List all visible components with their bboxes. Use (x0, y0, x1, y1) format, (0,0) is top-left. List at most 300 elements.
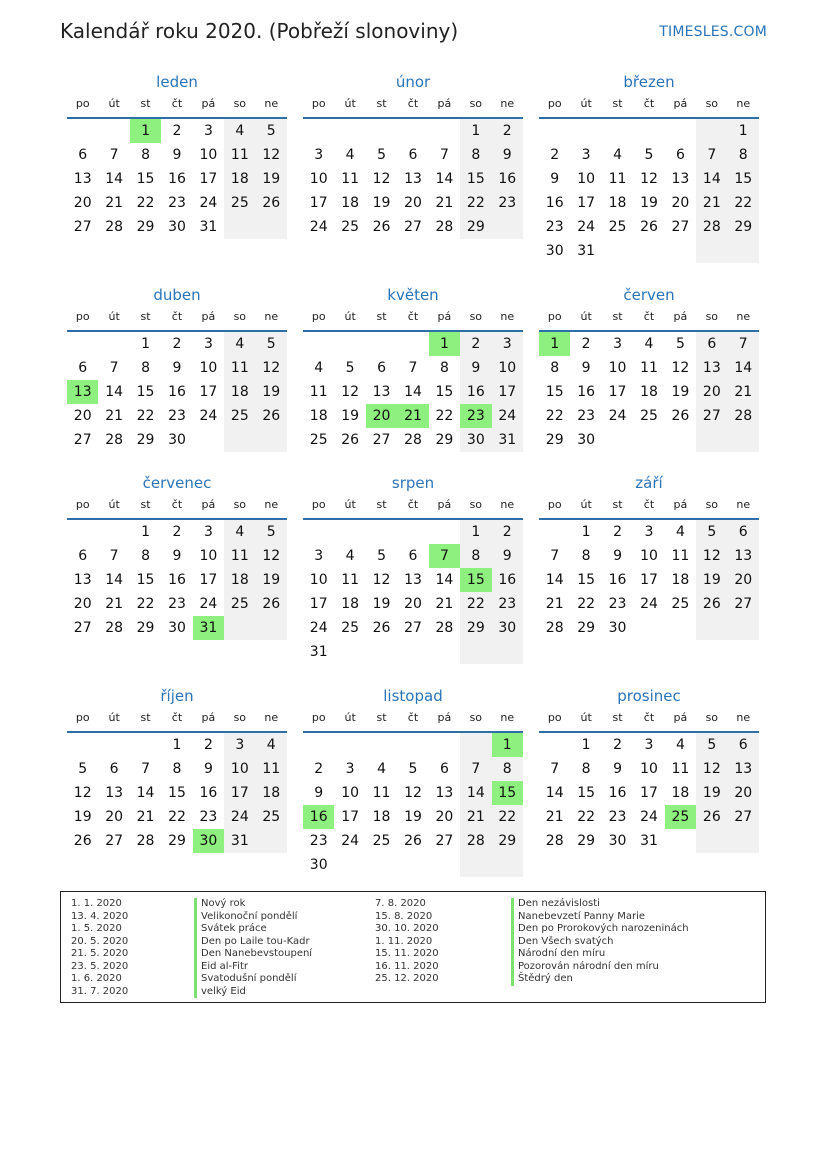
weekday-label: po (75, 498, 90, 511)
weekend-day-cell: 10 (492, 356, 523, 380)
weekday-label: čt (643, 498, 655, 511)
empty-cell (696, 428, 727, 452)
day-cell: 21 (545, 596, 564, 612)
day-cell: 6 (675, 147, 685, 163)
day-grid (539, 119, 759, 263)
empty-cell (303, 119, 334, 143)
weekday-label: út (108, 498, 120, 511)
day-cell: 23 (577, 408, 596, 424)
day-cell: 5 (78, 761, 88, 777)
weekday-label: pá (437, 711, 452, 724)
day-cell: 8 (172, 761, 182, 777)
weekend-day-cell: 3 (492, 332, 523, 356)
day-cell: 19 (671, 384, 690, 400)
weekend-day-cell: 14 (696, 167, 727, 191)
day-cell: 30 (577, 432, 596, 448)
weekend-day-cell: 8 (460, 143, 491, 167)
empty-cell (130, 733, 161, 757)
weekday-label: so (705, 310, 719, 323)
weekday-label: ne (736, 498, 751, 511)
day-cell: 3 (203, 123, 213, 139)
day-cell: 25 (608, 219, 627, 235)
legend-holiday-name: Den po Prorokových narozeninách (511, 923, 689, 936)
day-cell: 24 (341, 833, 360, 849)
weekday-label: st (612, 711, 623, 724)
day-cell: 9 (314, 785, 324, 801)
day-cell: 18 (372, 809, 391, 825)
holiday-day-cell: 13 (67, 380, 98, 404)
weekend-day-cell: 25 (224, 404, 255, 428)
weekend-day-cell: 29 (492, 829, 523, 853)
empty-cell (303, 332, 334, 356)
weekday-label: pá (673, 97, 688, 110)
month-10 (67, 685, 287, 853)
weekend-day-cell: 2 (460, 332, 491, 356)
weekend-day-cell: 8 (460, 544, 491, 568)
weekend-day-cell: 20 (728, 568, 759, 592)
day-cell: 13 (372, 384, 391, 400)
weekend-day-cell: 28 (460, 829, 491, 853)
weekend-day-cell: 16 (492, 568, 523, 592)
day-grid (303, 520, 523, 664)
weekend-day-cell: 30 (460, 428, 491, 452)
empty-cell (429, 733, 460, 757)
weekend-day-cell: 21 (728, 380, 759, 404)
weekend-day-cell: 9 (460, 356, 491, 380)
day-cell: 23 (608, 809, 627, 825)
day-cell: 28 (105, 219, 124, 235)
weekday-label: út (344, 310, 356, 323)
weekday-label: so (233, 498, 247, 511)
day-cell: 24 (309, 620, 328, 636)
weekend-day-cell: 14 (728, 356, 759, 380)
day-cell: 31 (199, 219, 218, 235)
empty-cell (224, 428, 255, 452)
legend-dates-left (71, 898, 128, 998)
day-cell: 15 (577, 572, 596, 588)
day-cell: 5 (675, 336, 685, 352)
empty-cell (98, 733, 129, 757)
day-cell: 9 (613, 761, 623, 777)
weekend-day-cell: 28 (728, 404, 759, 428)
month-8 (303, 472, 523, 664)
day-cell: 1 (141, 524, 151, 540)
empty-cell (460, 640, 491, 664)
weekend-day-cell: 9 (492, 143, 523, 167)
weekend-day-cell: 1 (728, 119, 759, 143)
day-cell: 27 (105, 833, 124, 849)
empty-cell (696, 829, 727, 853)
day-cell: 23 (608, 596, 627, 612)
empty-cell (429, 640, 460, 664)
day-cell: 12 (341, 384, 360, 400)
legend-date: 31. 7. 2020 (71, 985, 129, 997)
weekend-day-cell: 19 (696, 781, 727, 805)
day-grid (539, 733, 759, 853)
weekend-day-cell: 25 (224, 191, 255, 215)
day-cell: 18 (608, 195, 627, 211)
day-cell: 20 (105, 809, 124, 825)
legend-holiday-name: Štědrý den (511, 973, 689, 986)
day-cell: 30 (608, 833, 627, 849)
legend-date: 30. 10. 2020 (375, 923, 439, 934)
holiday-day-cell: 31 (193, 616, 224, 640)
weekday-label: út (344, 498, 356, 511)
day-cell: 4 (675, 737, 685, 753)
legend-date: 1. 1. 2020 (71, 898, 122, 909)
legend-date: 1. 11. 2020 (375, 935, 433, 947)
day-cell: 3 (314, 147, 324, 163)
day-cell: 14 (136, 785, 155, 801)
day-cell: 20 (73, 195, 92, 211)
empty-cell (67, 520, 98, 544)
holiday-day-cell: 1 (130, 119, 161, 143)
weekday-label: so (469, 498, 483, 511)
empty-cell (633, 119, 664, 143)
day-cell: 4 (377, 761, 387, 777)
day-cell: 4 (675, 524, 685, 540)
weekday-label: st (140, 310, 151, 323)
day-cell: 31 (577, 243, 596, 259)
day-cell: 27 (435, 833, 454, 849)
day-cell: 20 (73, 596, 92, 612)
empty-cell (728, 428, 759, 452)
legend-holiday-name: Svátek práce (194, 923, 312, 936)
weekday-label: ne (500, 711, 515, 724)
legend-date: 15. 11. 2020 (375, 948, 439, 959)
day-grid (67, 332, 287, 452)
empty-cell (303, 520, 334, 544)
weekend-day-cell: 5 (256, 332, 287, 356)
weekday-label: ne (736, 97, 751, 110)
weekday-label: út (580, 310, 592, 323)
empty-cell (633, 428, 664, 452)
day-cell: 27 (372, 432, 391, 448)
day-cell: 23 (545, 219, 564, 235)
legend-date: 15. 8. 2020 (375, 910, 433, 922)
weekday-label: st (376, 498, 387, 511)
weekday-label: so (469, 97, 483, 110)
day-cell: 30 (168, 432, 186, 448)
day-cell: 19 (341, 408, 360, 424)
day-cell: 29 (136, 432, 155, 448)
weekend-day-cell: 26 (256, 592, 287, 616)
day-cell: 2 (203, 737, 213, 753)
day-cell: 2 (581, 336, 591, 352)
day-cell: 21 (105, 596, 124, 612)
day-cell: 18 (671, 572, 690, 588)
day-cell: 21 (435, 195, 454, 211)
day-cell: 11 (608, 171, 627, 187)
day-cell: 17 (199, 171, 218, 187)
weekend-day-cell: 5 (696, 733, 727, 757)
day-grid (539, 520, 759, 640)
empty-cell (193, 428, 224, 452)
day-cell: 28 (105, 620, 124, 636)
day-cell: 10 (199, 147, 218, 163)
month-name: prosinec (617, 687, 681, 705)
weekend-day-cell: 18 (256, 781, 287, 805)
day-cell: 21 (136, 809, 155, 825)
weekday-label: so (233, 711, 247, 724)
empty-cell (492, 215, 523, 239)
weekday-label: ne (264, 498, 279, 511)
brand-link[interactable]: TIMESLES.COM (659, 24, 767, 40)
day-cell: 28 (136, 833, 155, 849)
empty-cell (397, 332, 428, 356)
day-cell: 16 (608, 785, 627, 801)
day-cell: 8 (439, 360, 449, 376)
day-cell: 16 (199, 785, 218, 801)
legend-names-right (511, 898, 689, 986)
weekend-day-cell: 18 (224, 568, 255, 592)
empty-cell (665, 239, 696, 263)
day-cell: 17 (309, 195, 328, 211)
day-cell: 28 (545, 833, 564, 849)
weekday-label: čt (407, 97, 419, 110)
legend-date: 1. 5. 2020 (71, 923, 122, 934)
weekday-header (67, 306, 287, 328)
page-title: Kalendář roku 2020. (Pobřeží slonoviny) (60, 19, 459, 43)
day-cell: 14 (105, 171, 124, 187)
weekend-day-cell: 14 (460, 781, 491, 805)
day-cell: 7 (408, 360, 418, 376)
empty-cell (665, 829, 696, 853)
day-cell: 3 (644, 524, 654, 540)
weekday-label: ne (736, 711, 751, 724)
day-cell: 3 (345, 761, 355, 777)
weekday-label: čt (407, 711, 419, 724)
empty-cell (429, 119, 460, 143)
day-cell: 2 (613, 737, 623, 753)
day-cell: 24 (608, 408, 627, 424)
weekday-label: út (344, 97, 356, 110)
day-cell: 23 (168, 195, 186, 211)
day-cell: 2 (314, 761, 324, 777)
day-cell: 3 (203, 524, 213, 540)
weekday-label: po (75, 97, 90, 110)
weekend-day-cell: 31 (492, 428, 523, 452)
weekday-label: pá (673, 310, 688, 323)
day-cell: 27 (671, 219, 690, 235)
day-cell: 25 (372, 833, 391, 849)
weekend-day-cell: 12 (696, 757, 727, 781)
day-cell: 8 (141, 360, 151, 376)
holiday-day-cell: 1 (539, 332, 570, 356)
weekend-day-cell: 26 (256, 404, 287, 428)
empty-cell (397, 119, 428, 143)
empty-cell (696, 239, 727, 263)
weekend-day-cell: 5 (256, 119, 287, 143)
weekday-label: pá (201, 498, 216, 511)
day-cell: 26 (640, 219, 658, 235)
empty-cell (98, 332, 129, 356)
weekday-label: čt (643, 711, 655, 724)
weekend-day-cell: 23 (492, 592, 523, 616)
legend-date: 21. 5. 2020 (71, 948, 129, 959)
day-cell: 15 (136, 171, 155, 187)
day-cell: 10 (199, 360, 218, 376)
day-cell: 10 (309, 572, 328, 588)
day-cell: 12 (640, 171, 658, 187)
day-cell: 15 (136, 572, 155, 588)
empty-cell (633, 616, 664, 640)
day-cell: 29 (577, 833, 596, 849)
weekday-label: st (612, 97, 623, 110)
month-name: červenec (142, 474, 212, 492)
empty-cell (728, 616, 759, 640)
weekend-day-cell: 25 (256, 805, 287, 829)
day-cell: 11 (671, 548, 690, 564)
month-4 (67, 284, 287, 452)
day-cell: 12 (372, 572, 391, 588)
weekday-label: st (376, 711, 387, 724)
day-cell: 10 (577, 171, 596, 187)
empty-cell (633, 239, 664, 263)
weekday-label: ne (500, 310, 515, 323)
month-5 (303, 284, 523, 452)
empty-cell (334, 853, 365, 877)
empty-cell (98, 119, 129, 143)
day-cell: 5 (377, 548, 387, 564)
weekend-day-cell: 19 (256, 568, 287, 592)
weekend-day-cell: 26 (256, 191, 287, 215)
day-cell: 20 (435, 809, 454, 825)
empty-cell (696, 616, 727, 640)
day-cell: 13 (404, 572, 422, 588)
holiday-day-cell: 25 (665, 805, 696, 829)
holiday-day-cell: 1 (492, 733, 523, 757)
weekday-label: po (75, 310, 90, 323)
day-cell: 27 (404, 620, 422, 636)
day-cell: 11 (372, 785, 391, 801)
weekend-day-cell: 7 (460, 757, 491, 781)
day-cell: 14 (404, 384, 422, 400)
weekday-label: út (108, 310, 120, 323)
weekday-header (67, 707, 287, 729)
empty-cell (334, 332, 365, 356)
month-name: únor (395, 73, 431, 91)
weekday-label: pá (201, 97, 216, 110)
day-cell: 23 (168, 596, 186, 612)
day-cell: 8 (550, 360, 560, 376)
weekday-header (539, 494, 759, 516)
day-cell: 2 (172, 336, 182, 352)
empty-cell (67, 332, 98, 356)
day-cell: 19 (404, 809, 422, 825)
legend-holiday-name: Eid al-Fitr (194, 961, 312, 974)
month-name: říjen (160, 687, 194, 705)
weekday-label: ne (264, 310, 279, 323)
weekend-day-cell: 22 (460, 191, 491, 215)
empty-cell (366, 640, 397, 664)
weekend-day-cell: 23 (492, 191, 523, 215)
empty-cell (460, 853, 491, 877)
weekend-day-cell: 22 (492, 805, 523, 829)
weekend-day-cell: 29 (728, 215, 759, 239)
weekday-label: pá (437, 310, 452, 323)
weekday-label: ne (264, 97, 279, 110)
day-cell: 5 (408, 761, 418, 777)
legend-names-left (194, 898, 312, 998)
weekend-day-cell: 1 (460, 520, 491, 544)
day-cell: 5 (345, 360, 355, 376)
day-cell: 13 (73, 171, 92, 187)
day-cell: 16 (168, 572, 186, 588)
month-3 (539, 71, 759, 263)
weekday-label: út (580, 498, 592, 511)
weekend-day-cell: 8 (728, 143, 759, 167)
day-cell: 18 (309, 408, 328, 424)
month-name: listopad (383, 687, 443, 705)
month-9 (539, 472, 759, 640)
weekday-label: út (108, 711, 120, 724)
day-cell: 4 (345, 548, 355, 564)
day-cell: 15 (136, 384, 155, 400)
day-cell: 13 (671, 171, 690, 187)
weekend-day-cell: 9 (492, 544, 523, 568)
day-cell: 9 (550, 171, 560, 187)
day-cell: 2 (550, 147, 560, 163)
day-cell: 10 (199, 548, 218, 564)
weekday-label: po (311, 711, 326, 724)
day-cell: 16 (545, 195, 564, 211)
month-1 (67, 71, 287, 239)
weekend-day-cell: 26 (696, 805, 727, 829)
weekend-day-cell: 2 (492, 119, 523, 143)
empty-cell (334, 520, 365, 544)
day-cell: 3 (203, 336, 213, 352)
day-cell: 15 (545, 384, 564, 400)
day-cell: 4 (314, 360, 324, 376)
day-cell: 6 (439, 761, 449, 777)
weekend-day-cell: 7 (696, 143, 727, 167)
empty-cell (602, 239, 633, 263)
weekday-label: st (140, 498, 151, 511)
day-cell: 10 (309, 171, 328, 187)
weekend-day-cell: 19 (256, 380, 287, 404)
day-cell: 13 (404, 171, 422, 187)
weekend-day-cell: 24 (224, 805, 255, 829)
day-cell: 25 (341, 620, 360, 636)
day-cell: 1 (172, 737, 182, 753)
weekend-day-cell: 27 (728, 592, 759, 616)
empty-cell (602, 119, 633, 143)
day-cell: 28 (105, 432, 124, 448)
day-cell: 19 (73, 809, 92, 825)
day-cell: 26 (73, 833, 92, 849)
weekday-label: ne (264, 711, 279, 724)
weekend-day-cell: 5 (256, 520, 287, 544)
day-cell: 8 (141, 147, 151, 163)
weekend-day-cell: 15 (728, 167, 759, 191)
month-6 (539, 284, 759, 452)
weekday-label: st (612, 498, 623, 511)
day-cell: 19 (372, 195, 391, 211)
holiday-legend (60, 891, 766, 1003)
legend-date: 13. 4. 2020 (71, 910, 129, 922)
day-cell: 21 (435, 596, 454, 612)
empty-cell (397, 853, 428, 877)
weekend-day-cell: 16 (460, 380, 491, 404)
empty-cell (256, 829, 287, 853)
day-cell: 21 (105, 195, 124, 211)
weekend-day-cell: 27 (696, 404, 727, 428)
legend-holiday-name: Pozorován národní den míru (511, 961, 689, 974)
day-cell: 3 (644, 737, 654, 753)
empty-cell (602, 428, 633, 452)
day-cell: 8 (141, 548, 151, 564)
